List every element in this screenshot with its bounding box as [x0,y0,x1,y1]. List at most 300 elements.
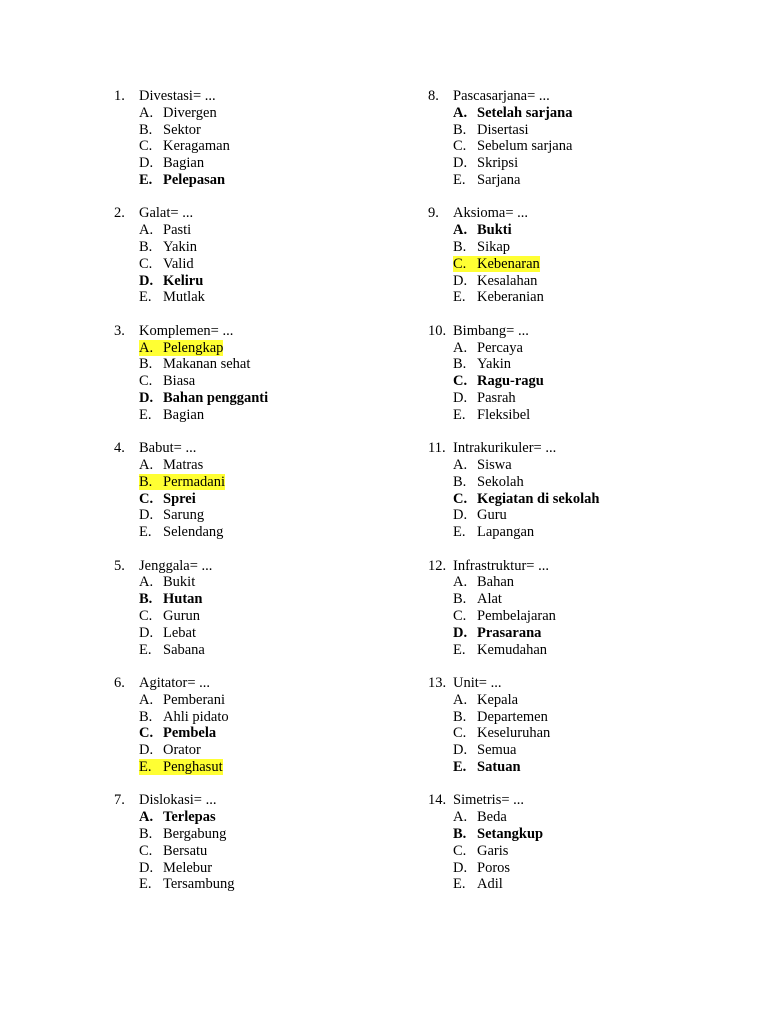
option-text: Poros [477,859,511,876]
option-content [453,407,530,423]
option-content [453,524,534,540]
answer-option-marked [428,222,758,239]
option-text: Keberanian [477,289,544,306]
option-text: Melebur [163,859,213,876]
answer-option [428,608,758,625]
option-text: Keragaman [163,138,230,155]
answer-option [428,390,758,407]
option-text: Bersatu [163,842,208,859]
option-text: Pembela [163,725,217,742]
option-text: Sikap [477,238,511,255]
option-letter: B. [453,356,467,373]
option-content [139,574,195,590]
option-content [453,122,529,138]
option-text: Siswa [477,456,512,473]
option-content [453,356,511,372]
answer-option [428,457,758,474]
option-content [139,105,217,121]
option-text: Keseluruhan [477,725,551,742]
answer-option [428,507,758,524]
question-line [114,792,444,809]
option-letter: B. [453,591,467,608]
option-letter: C. [139,138,153,155]
question-number: 11. [428,440,446,457]
option-text: Matras [163,456,204,473]
option-content [139,642,205,658]
question-term: Aksioma= ... [453,205,529,222]
option-text: Beda [477,809,507,826]
answer-option [114,692,444,709]
option-letter: C. [139,607,153,624]
question-number: 2. [114,205,125,222]
option-text: Setelah sarjana [477,104,573,121]
answer-option-marked [114,172,444,189]
option-text: Biasa [163,373,196,390]
option-content [139,725,216,741]
option-text: Ahli pidato [163,708,229,725]
option-text: Satuan [477,758,521,775]
option-letter: B. [453,238,467,255]
question-term: Galat= ... [139,205,194,222]
option-letter: A. [139,809,154,826]
option-text: Bukit [163,574,196,591]
option-text: Divergen [163,104,217,121]
option-text: Penghasut [163,758,223,775]
option-text: Garis [477,842,509,859]
option-letter: B. [453,708,467,725]
right-column [428,88,758,910]
answer-option [114,239,444,256]
option-content [453,273,537,289]
answer-option [428,340,758,357]
option-content [139,608,200,624]
option-text: Bukti [477,222,512,239]
option-letter: A. [139,222,154,239]
option-content [139,491,196,507]
option-content [453,642,547,658]
option-text: Makanan sehat [163,356,251,373]
answer-option [428,574,758,591]
option-content [139,256,194,272]
question-line [428,205,758,222]
answer-option [428,876,758,893]
option-content [453,709,548,725]
answer-option [114,155,444,172]
question-item [428,88,758,205]
option-letter: A. [139,339,154,356]
question-number: 12. [428,557,447,574]
question-line [114,440,444,457]
option-letter: E. [453,524,466,541]
option-content [139,625,196,641]
option-text: Sarjana [477,171,521,188]
option-letter: C. [453,725,467,742]
question-term: Divestasi= ... [139,88,216,104]
option-content [139,809,216,825]
answer-option [114,608,444,625]
answer-option [428,591,758,608]
answer-option [114,843,444,860]
option-letter: C. [453,373,468,390]
option-content [139,373,195,389]
option-letter: A. [139,691,154,708]
question-line [428,792,758,809]
option-text: Selendang [163,524,224,541]
question-number: 13. [428,674,447,691]
option-content [139,222,191,238]
option-text: Alat [477,591,502,608]
option-text: Bagian [163,155,205,172]
answer-option [428,256,758,273]
answer-option [428,742,758,759]
answer-option [428,356,758,373]
question-number: 1. [114,88,125,104]
option-text: Yakin [477,356,511,373]
option-letter: E. [453,641,466,658]
left-column [114,88,444,910]
highlighted-option [139,759,223,775]
option-content [139,407,204,423]
option-text: Yakin [163,238,197,255]
answer-option [428,642,758,659]
option-content [139,457,203,473]
question-number: 4. [114,440,125,457]
option-text: Bahan [477,574,515,591]
question-term: Jenggala= ... [139,557,213,574]
option-text: Tersambung [163,876,235,893]
option-text: Guru [477,507,507,524]
option-text: Sabana [163,641,205,658]
option-text: Sprei [163,490,196,507]
question-number: 7. [114,792,125,809]
option-text: Sektor [163,121,201,138]
option-letter: E. [453,289,466,306]
answer-option-marked [428,373,758,390]
option-letter: D. [453,272,468,289]
option-text: Pembelajaran [477,607,556,624]
option-text: Departemen [477,708,548,725]
answer-option [428,155,758,172]
answer-option-marked [114,491,444,508]
answer-option [114,709,444,726]
option-letter: E. [139,641,152,658]
answer-option [114,340,444,357]
option-letter: A. [139,456,154,473]
option-content [453,625,541,641]
option-content [139,826,226,842]
option-letter: E. [453,406,466,423]
answer-option [428,725,758,742]
answer-option [428,524,758,541]
option-letter: A. [139,574,154,591]
answer-option [114,122,444,139]
answer-option-marked [114,273,444,290]
option-letter: D. [139,624,154,641]
answer-option [428,172,758,189]
answer-option [428,860,758,877]
option-text: Pelengkap [163,339,224,356]
option-content [453,876,503,892]
option-content [453,172,520,188]
question-term: Bimbang= ... [453,322,529,339]
question-number: 5. [114,557,125,574]
option-text: Percaya [477,339,523,356]
question-line [428,88,758,105]
option-letter: A. [139,104,154,121]
option-letter: C. [139,373,153,390]
answer-option [114,826,444,843]
answer-option [114,742,444,759]
answer-option [114,222,444,239]
question-item [428,675,758,792]
option-letter: D. [453,155,468,172]
question-term: Intrakurikuler= ... [453,440,557,457]
option-text: Setangkup [477,825,544,842]
option-text: Ragu-ragu [477,373,544,390]
answer-option [114,625,444,642]
option-text: Orator [163,742,201,759]
option-letter: B. [139,356,153,373]
option-content [139,390,268,406]
option-content [453,390,516,406]
option-content [139,860,212,876]
answer-option [114,524,444,541]
answer-option-marked [428,826,758,843]
option-letter: D. [139,742,154,759]
answer-option [114,860,444,877]
option-content [453,457,512,473]
highlighted-option [453,256,540,272]
option-letter: D. [139,507,154,524]
question-line [114,205,444,222]
question-number: 6. [114,674,125,691]
answer-option [114,876,444,893]
question-number: 8. [428,88,439,104]
option-letter: C. [453,138,467,155]
question-number: 14. [428,792,447,809]
option-letter: B. [139,238,153,255]
answer-option-marked [428,491,758,508]
option-letter: B. [453,121,467,138]
answer-option [114,574,444,591]
option-letter: D. [139,155,154,172]
question-line [114,323,444,340]
option-letter: D. [453,859,468,876]
option-letter: E. [139,876,152,893]
option-content [453,239,510,255]
answer-option [114,759,444,776]
highlighted-option [139,340,223,356]
question-line [114,558,444,575]
option-letter: B. [139,591,153,608]
option-content [453,860,510,876]
answer-option [114,289,444,306]
option-letter: E. [453,758,467,775]
option-letter: C. [453,255,467,272]
option-content [453,138,572,154]
option-letter: E. [453,876,466,893]
option-letter: B. [139,825,153,842]
option-letter: B. [139,121,153,138]
option-content [139,155,204,171]
option-content [139,591,203,607]
question-line [114,88,444,105]
option-content [453,692,518,708]
option-text: Valid [163,255,194,272]
question-item [428,440,758,557]
option-text: Pasti [163,222,192,239]
answer-option-marked [114,809,444,826]
option-text: Lebat [163,624,197,641]
option-text: Kemudahan [477,641,548,658]
option-text: Kebenaran [477,255,540,272]
option-text: Kegiatan di sekolah [477,490,600,507]
option-letter: A. [453,691,468,708]
option-text: Kesalahan [477,272,538,289]
answer-option [428,138,758,155]
option-letter: E. [139,758,152,775]
option-content [453,105,572,121]
answer-option [114,256,444,273]
option-letter: B. [139,473,153,490]
option-content [453,759,521,775]
option-letter: E. [139,524,152,541]
option-letter: A. [453,809,468,826]
answer-option [114,507,444,524]
option-text: Hutan [163,591,203,608]
option-text: Gurun [163,607,201,624]
answer-option [114,407,444,424]
option-content [453,742,516,758]
option-content [453,491,599,507]
answer-option [428,289,758,306]
option-text: Prasarana [477,624,542,641]
option-text: Skripsi [477,155,519,172]
option-content [139,172,225,188]
question-line [114,675,444,692]
question-item [428,205,758,322]
answer-option-marked [428,105,758,122]
option-content [453,474,524,490]
option-text: Pelepasan [163,171,226,188]
option-letter: C. [139,725,154,742]
highlighted-option [139,474,225,490]
option-letter: E. [453,171,466,188]
question-term: Komplemen= ... [139,322,234,339]
option-content [453,809,507,825]
option-letter: D. [139,859,154,876]
question-term: Babut= ... [139,440,197,457]
option-text: Adil [477,876,503,893]
option-text: Permadani [163,473,226,490]
answer-option-marked [428,759,758,776]
answer-option [428,273,758,290]
option-letter: E. [139,289,152,306]
answer-option-marked [114,390,444,407]
option-content [139,524,223,540]
option-letter: B. [453,825,467,842]
option-text: Pasrah [477,389,516,406]
question-number: 9. [428,205,439,222]
option-text: Fleksibel [477,406,531,423]
option-content [453,591,502,607]
option-text: Mutlak [163,289,205,306]
answer-option-marked [114,591,444,608]
option-content [453,340,523,356]
option-content [453,507,507,523]
answer-option [428,122,758,139]
option-content [453,155,518,171]
option-content [139,843,207,859]
answer-option [114,356,444,373]
answer-option [114,138,444,155]
option-letter: B. [453,473,467,490]
option-letter: E. [139,406,152,423]
option-text: Pemberani [163,691,226,708]
option-content [139,356,250,372]
answer-option [114,457,444,474]
option-text: Bagian [163,406,205,423]
question-line [428,558,758,575]
option-content [453,574,514,590]
answer-option-marked [428,625,758,642]
question-item [428,558,758,675]
answer-option [114,373,444,390]
option-text: Disertasi [477,121,529,138]
option-content [453,826,543,842]
question-term: Unit= ... [453,674,502,691]
answer-option [428,809,758,826]
answer-option [114,642,444,659]
option-letter: D. [453,507,468,524]
option-letter: C. [139,255,153,272]
option-letter: C. [453,607,467,624]
question-line [428,440,758,457]
option-letter: A. [453,339,468,356]
question-item [114,558,444,675]
option-content [139,876,234,892]
question-item [428,323,758,440]
option-content [453,222,512,238]
option-content [139,709,229,725]
question-item [114,88,444,205]
option-text: Terlepas [163,809,216,826]
answer-option [428,407,758,424]
option-letter: D. [139,272,154,289]
option-content [139,273,203,289]
option-letter: C. [139,490,154,507]
answer-option [428,709,758,726]
question-term: Pascasarjana= ... [453,88,550,104]
question-item [114,792,444,909]
option-content [139,289,205,305]
option-content [453,725,550,741]
option-letter: A. [453,222,468,239]
option-letter: D. [453,624,468,641]
option-text: Bahan pengganti [163,389,269,406]
answer-option [114,474,444,491]
question-number: 10. [428,322,447,339]
option-text: Keliru [163,272,204,289]
question-line [428,675,758,692]
answer-option [428,474,758,491]
answer-option [114,105,444,122]
option-content [139,122,201,138]
option-letter: D. [453,742,468,759]
option-content [453,843,508,859]
option-content [139,239,197,255]
option-content [453,289,544,305]
